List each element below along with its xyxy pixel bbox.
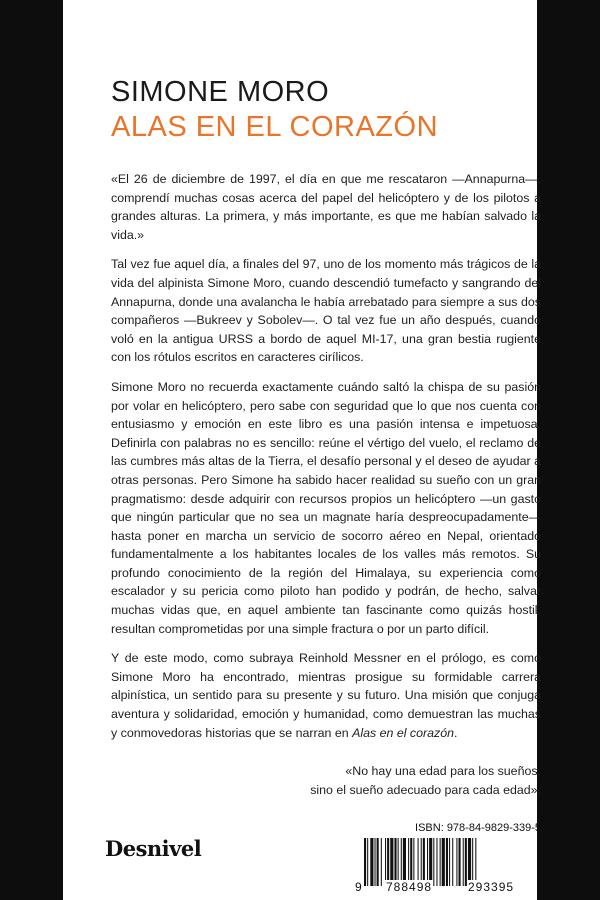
- closing-quote-line-1: «No hay una edad para los sueños,: [345, 764, 541, 778]
- barcode-bar: [421, 838, 422, 886]
- barcode-bar: [387, 838, 389, 886]
- isbn-label: ISBN: 978-84-9829-339-5: [415, 822, 541, 834]
- barcode-bar: [452, 838, 453, 886]
- barcode-bar: [401, 838, 402, 886]
- barcode-bar: [398, 838, 399, 886]
- barcode-bar: [475, 838, 476, 886]
- barcode-bar: [370, 838, 373, 886]
- blurb: [111, 170, 541, 753]
- barcode-bar: [413, 838, 414, 886]
- opening-quote: «El 26 de diciembre de 1997, el día en que me rescataron —Annapurna—, comprendí muchas cosas acerca del papel del helicóptero y de los pilotos a grandes alturas. La primera, y más importante, es que me habían salvado la vida.»: [111, 172, 541, 242]
- barcode: [363, 838, 545, 886]
- barcode-bar: [440, 838, 441, 886]
- barcode-bar: [463, 838, 464, 886]
- paragraph-3-book-title: Alas en el corazón: [352, 725, 455, 740]
- barcode-left-digits: 788498: [386, 880, 433, 894]
- barcode-bar: [446, 838, 448, 886]
- barcode-bar: [459, 838, 461, 886]
- closing-quote: [223, 762, 541, 799]
- barcode-bar: [375, 838, 376, 886]
- barcode-bar: [364, 838, 366, 886]
- paragraph-3: [111, 649, 541, 742]
- barcode-bar: [433, 838, 434, 886]
- barcode-bar: [385, 838, 386, 886]
- barcode-bar: [468, 838, 471, 886]
- barcode-right-digits: 293395: [468, 880, 515, 894]
- barcode-bar: [449, 838, 450, 886]
- barcode-bar: [442, 838, 445, 886]
- barcode-bar: [408, 838, 409, 886]
- publisher-logo: Desnivel: [105, 836, 202, 861]
- barcode-bar: [456, 838, 457, 886]
- barcode-bar: [465, 838, 467, 886]
- barcode-first-digit: 9: [355, 880, 363, 894]
- paragraph-3-text: Y de este modo, como subraya Reinhold Messner en el prólogo, es como Simone Moro ha encontrado, mientras prosigue su formidable carrera alpinística, un sentido para su presente y su futuro. Una misión que conjuga aventura y solidaridad, emoción y humanidad, como demuestran las muchas y conmovedoras historias que se narran en: [111, 651, 541, 740]
- barcode-bar: [418, 838, 419, 886]
- barcode-bar: [377, 838, 379, 886]
- author-name: SIMONE MORO: [111, 76, 330, 108]
- paragraph-3-end: .: [454, 725, 458, 740]
- paragraph-1: Tal vez fue aquel día, a finales del 97, uno de los momento más trágicos de la vida del alpinista Simone Moro, cuando descendió tumefacto y sangrando del Annapurna, donde una avalancha le había arrebatado para siempre a sus dos compañeros —Bukreev y Sobolev—. O tal vez fue un año después, cuando voló en la antigua URSS a bordo de aquel MI-17, una gran bestia rugiente con los rótulos escritos en caracteres cirílicos.: [111, 257, 541, 365]
- barcode-bar: [436, 838, 437, 886]
- book-title: ALAS EN EL CORAZÓN: [111, 111, 439, 143]
- paragraph-2: Simone Moro no recuerda exactamente cuándo saltó la chispa de su pasión por volar en helicóptero, pero sabe con seguridad que lo que nos cuenta con entusiasmo y emoción en este libro es una pasión intensa e impetuosa. Definirla con palabras no es sencillo: reúne el vértigo del vuelo, el reclamo de las cumbres más altas de la Tierra, el desafío personal y el deseo de ayudar a otras personas. Pero Simone ha sabido hacer realidad su sueño con un gran pragmatismo: desde adquirir con recursos propios un helicóptero —un gasto que ningún particular que no sea un magnate haría despreocupadamente— hasta poner en marcha un servicio de socorro aéreo en Nepal, orientado fundamentalmente a los habitantes locales de los valles más remotos. Su profundo conocimiento de la región del Himalaya, su experiencia como escalador y su pericia como piloto han podido y podrán, de hecho, salvar muchas vidas que, en aquel ambiente tan fascinante como quizás hostil, resultan comprometidas por una simple fractura o por un parto difícil.: [111, 379, 541, 636]
- barcode-bar: [394, 838, 396, 886]
- back-cover: [63, 0, 541, 900]
- barcode-bar: [423, 838, 425, 886]
- barcode-bar: [429, 838, 432, 886]
- barcode-bar: [367, 838, 368, 886]
- closing-quote-line-2: sino el sueño adecuado para cada edad».: [310, 782, 541, 797]
- barcode-bar: [410, 838, 412, 886]
- barcode-bar: [390, 838, 393, 886]
- barcode-bar: [381, 838, 382, 886]
- barcode-bar: [403, 838, 406, 886]
- barcode-bar: [427, 838, 428, 886]
- barcode-bar: [472, 838, 473, 886]
